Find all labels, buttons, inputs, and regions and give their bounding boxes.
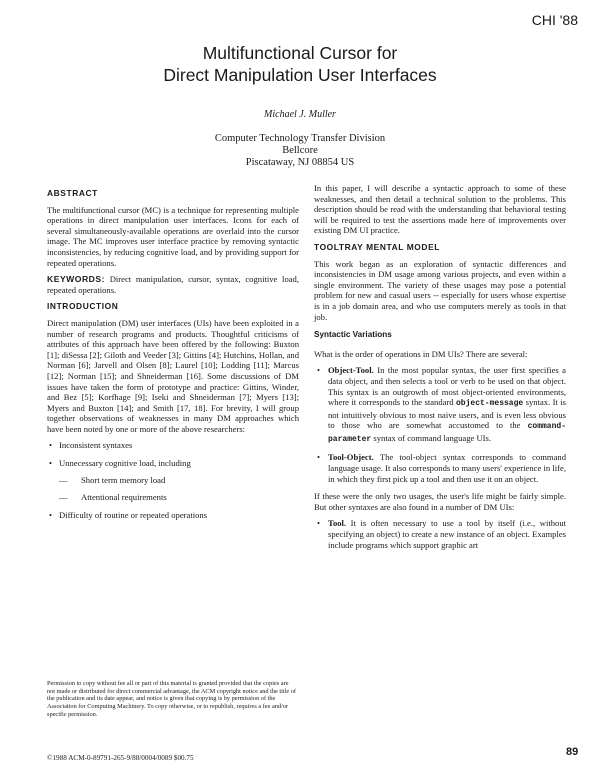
copyright-line: ©1988 ACM-0-89791-265-9/88/0004/0089 $00.75: [47, 754, 194, 762]
list-item: [47, 458, 299, 503]
affiliation: [0, 133, 600, 169]
abstract-text: The multifunctional cursor (MC) is a technique for representing multiple operations in direct manipulation user interfaces. Icons for each of several simultaneously-available operations are overlaid into the cursor image. The MC improves user interface practice by removing syntactic inconsistencies, by reducing cognitive load, and by providing support for repeated operations.: [47, 204, 299, 268]
list-item-label: Unnecessary cognitive load, including: [59, 458, 191, 469]
author-name: Michael J. Muller: [264, 109, 336, 120]
list-item: • Inconsistent syntaxes: [47, 440, 299, 451]
keywords: [47, 274, 299, 295]
right-column: [314, 183, 566, 557]
introduction-text: Direct manipulation (DM) user interfaces (UIs) have been exploited in a number of research programs and products. Thoughtful criticisms of attributes of this approach have been offered by the following: Buxton [1]; diSessa [2]; Giloth and Veeder [3]; Gittins [4]; Hutchins, Hollan, and Norman [6]; Jarvell and Olsen [8]; Laurel [10]; Lodding [11]; Marcus [12]; Norman [15]; and Shneiderman [16]. Some discussions of DM issues have taken the form of prototype and practice: Gittins, Winder, and Bez [5]; Korfhage [9]; Iseki and Shneiderman [7]; Myers [13]; Myers and Buxton [14]; and Smith [17, 18]. For brevity, I will group together observations of weaknesses in many DM approaches which have been noted by one or more of the above researchers:: [47, 317, 299, 434]
syntactic-paragraph: What is the order of operations in DM UIs? There are several:: [314, 348, 528, 359]
title-line-1: Multifunctional Cursor for: [202, 43, 398, 63]
object-tool-term: Object-Tool.: [328, 365, 374, 376]
sub-list-item: — Short term memory load: [47, 475, 299, 486]
tool-object-term: Tool-Object.: [328, 452, 374, 463]
tooltray-paragraph: This work began as an exploration of syntactic differences and inconsistencies in DM usage among various projects, and even within a single environment. The variety of these usages may pose a potential problem for new and casual users -- especially for users whose expertise is in a job domain area, and who use computers merely as tools in that job.: [314, 258, 566, 322]
abstract-heading: ABSTRACT: [47, 188, 98, 198]
tool-term: Tool.: [328, 518, 347, 529]
command-parameter-term: command-parameter: [328, 422, 566, 444]
object-tool-text-1: In the most popular syntax, the user first specifies a data object, and then selects a tool or verb to be used on that object. This syntax is an outgrowth of most object-oriented environments, where it corresponds to the standard: [328, 365, 566, 408]
affiliation-division: Computer Technology Transfer Division: [214, 133, 386, 144]
conference-label: CHI '88: [531, 12, 578, 28]
list-item-tool-object: [314, 452, 566, 484]
syntactic-variations-heading: Syntactic Variations: [314, 330, 392, 340]
weakness-list: [47, 440, 299, 520]
tool-text: It is often necessary to use a tool by itself (i.e., without specifying an object) to create a new instance of an object. Examples include programs which support graphic art: [328, 518, 566, 550]
tool-object-text: The tool-object syntax corresponds to command language usage. It also corresponds to many users' experience in life, in which they first pick up a tool and then use it on an object.: [328, 452, 566, 484]
introduction-heading: INTRODUCTION: [47, 301, 119, 312]
list-item-tool: [314, 518, 566, 550]
page-number: 89: [566, 746, 579, 758]
syntax-list-2: [314, 518, 566, 550]
affiliation-location: Piscataway, NJ 08854 US: [245, 157, 355, 168]
left-column: [47, 186, 299, 527]
paper-title: [0, 42, 600, 86]
object-tool-text-2: syntax. It is not intuitively obvious to most naive users, and is even less obvious to those who are somewhat accustomed to the: [328, 397, 566, 431]
object-tool-text-3: syntax of command language UIs.: [373, 432, 492, 443]
syntax-list: [314, 365, 566, 484]
if-paragraph: If these were the only two usages, the user's life might be fairly simple. But other syntaxes are also found in a number of DM UIs:: [314, 491, 566, 512]
sub-list-item: — Attentional requirements: [47, 492, 299, 503]
affiliation-company: Bellcore: [282, 145, 318, 156]
object-message-term: object-message: [456, 399, 524, 409]
keywords-text: Direct manipulation, cursor, syntax, cognitive load, repeated operations.: [47, 274, 300, 295]
list-item-object-tool: [314, 365, 566, 445]
tooltray-heading: TOOLTRAY MENTAL MODEL: [314, 241, 440, 252]
list-item: • Difficulty of routine or repeated operations: [47, 510, 299, 521]
keywords-label: KEYWORDS:: [47, 274, 105, 285]
permission-notice: Permission to copy without fee all or part of this material is granted provided that the copies are not made or distributed for direct commercial advantage, the ACM copyright notice and the title of the publication and its date appear, and notice is given that copying is by permission of the Association for Computing Machinery. To copy otherwise, or to republish, requires a fee and/or specific permission.: [47, 680, 297, 718]
title-line-2: Direct Manipulation User Interfaces: [163, 65, 437, 85]
sub-list: [47, 475, 299, 503]
paper-intro-paragraph: In this paper, I will describe a syntactic approach to some of these weaknesses, and then detail a technical solution to the problems. This description should be read with the understanding that behavioral testing will be required to test the assertions made here of improvements over existing DM UI practice.: [314, 183, 566, 236]
